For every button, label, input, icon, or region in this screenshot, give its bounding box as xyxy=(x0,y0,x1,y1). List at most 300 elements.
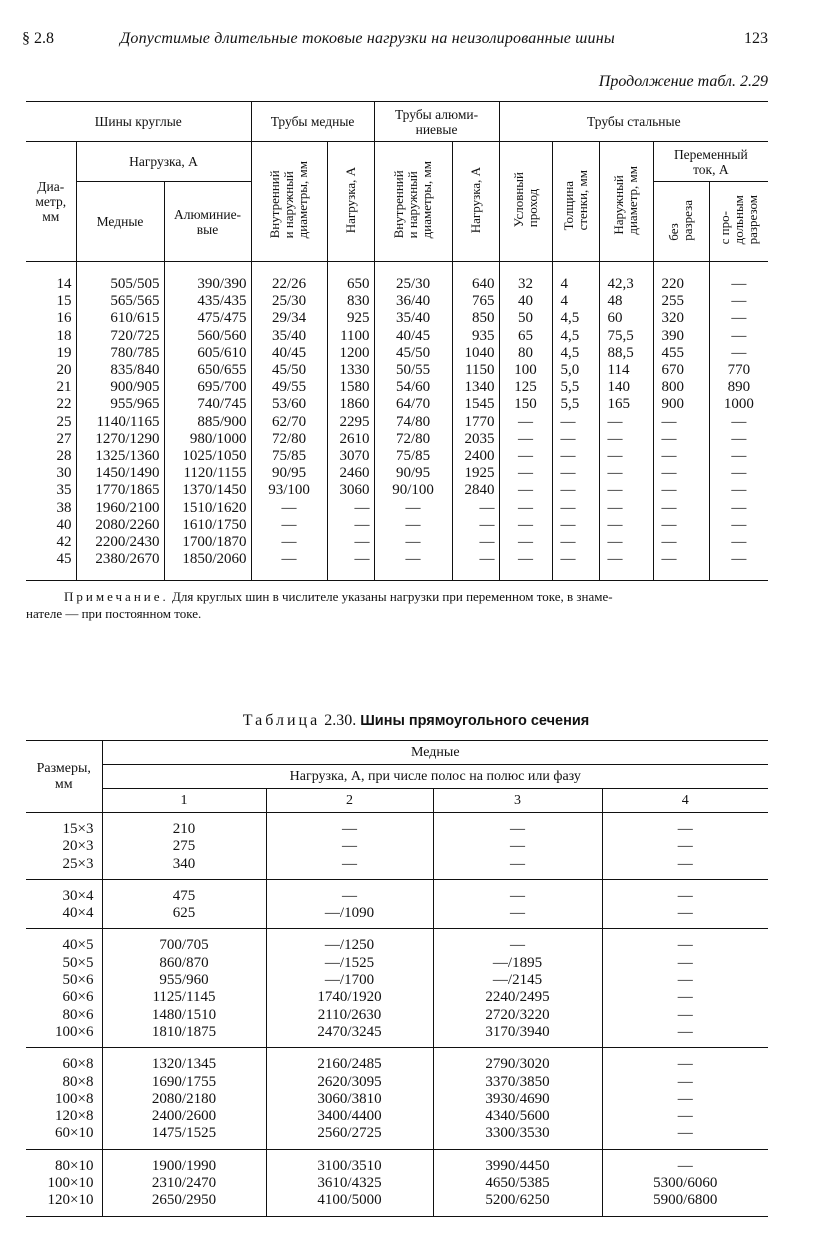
table-cell: 3060 xyxy=(327,482,374,499)
table-2-29-body xyxy=(26,262,768,581)
table-cell: — xyxy=(374,551,452,581)
table-cell: 2560/2725 xyxy=(266,1125,433,1149)
table-cell: 21 xyxy=(26,379,76,396)
table-cell: —/1090 xyxy=(266,905,433,929)
table-row xyxy=(26,1108,768,1125)
table-cell: 3370/3850 xyxy=(433,1074,602,1091)
table-cell: 5,5 xyxy=(552,396,599,413)
table-cell: 275 xyxy=(102,838,266,855)
table-cell: 1000 xyxy=(709,396,768,413)
table-cell: 640 xyxy=(452,262,499,294)
table-cell: — xyxy=(709,448,768,465)
table-cell: — xyxy=(374,534,452,551)
table-cell: 770 xyxy=(709,362,768,379)
table-cell: — xyxy=(709,534,768,551)
table-2-30-body xyxy=(26,813,768,1217)
table-cell: — xyxy=(266,879,433,905)
size-cell: 30×4 xyxy=(26,879,102,905)
table-cell: 2620/3095 xyxy=(266,1074,433,1091)
table-cell: — xyxy=(266,838,433,855)
table-cell: 765 xyxy=(452,293,499,310)
size-cell: 25×3 xyxy=(62,855,94,872)
table-cell: 20 xyxy=(26,362,76,379)
table-cell: 1340 xyxy=(452,379,499,396)
table-cell: — xyxy=(599,414,653,431)
table-cell: 1200 xyxy=(327,345,374,362)
table-cell: — xyxy=(599,448,653,465)
table-cell: 650 xyxy=(327,262,374,294)
table-cell: — xyxy=(452,517,499,534)
table-row xyxy=(26,1024,768,1048)
table-row xyxy=(26,262,768,294)
table-cell: 1475/1525 xyxy=(102,1125,266,1149)
table-cell: —/1700 xyxy=(266,972,433,989)
table-cell: 625 xyxy=(102,905,266,929)
table-cell: 5300/6060 xyxy=(602,1175,768,1192)
table-cell: 925 xyxy=(327,310,374,327)
table-cell: 1545 xyxy=(452,396,499,413)
header-copper-bars: Медные xyxy=(102,741,768,765)
table-cell: — xyxy=(709,465,768,482)
table-cell: 3990/4450 xyxy=(433,1149,602,1175)
table-cell: 114 xyxy=(599,362,653,379)
header-aluminum: Алюминие- вые xyxy=(164,182,251,262)
table-cell: — xyxy=(499,448,552,465)
table-cell: 2240/2495 xyxy=(433,989,602,1006)
header-al-tube-load: Нагрузка, А xyxy=(467,166,483,234)
group-round-bars: Шины круглые xyxy=(26,102,251,142)
table-cell: 3930/4690 xyxy=(433,1091,602,1108)
table-row xyxy=(26,500,768,517)
table-cell: 610/615 xyxy=(76,310,164,327)
table-cell: 1850/2060 xyxy=(164,551,251,581)
note-text-line1: Для круглых шин в числителе указаны нагрузки при переменном токе, в знаме- xyxy=(168,589,613,604)
table-cell: —/1895 xyxy=(433,955,602,972)
table-cell: — xyxy=(602,1091,768,1108)
table-cell: — xyxy=(602,1108,768,1125)
table-cell: — xyxy=(499,517,552,534)
table-row xyxy=(26,362,768,379)
table-cell: 35/40 xyxy=(251,328,327,345)
table-cell: 475/475 xyxy=(164,310,251,327)
table-cell: 125 xyxy=(499,379,552,396)
table-cell: 2110/2630 xyxy=(266,1007,433,1024)
table-cell: 955/960 xyxy=(102,972,266,989)
table-cell: 650/655 xyxy=(164,362,251,379)
table-cell: 48 xyxy=(599,293,653,310)
header-load: Нагрузка, А xyxy=(76,142,251,182)
table-cell: 100 xyxy=(499,362,552,379)
table-cell: 1270/1290 xyxy=(76,431,164,448)
table-cell: 27 xyxy=(26,431,76,448)
table-cell: 2380/2670 xyxy=(76,551,164,581)
table-cell: — xyxy=(599,517,653,534)
table-row xyxy=(26,1125,768,1149)
table-cell: 2080/2260 xyxy=(76,517,164,534)
table-cell: —/2145 xyxy=(433,972,602,989)
table-cell: 900/905 xyxy=(76,379,164,396)
table-cell: 90/100 xyxy=(374,482,452,499)
table-cell: 320 xyxy=(653,310,709,327)
table-row xyxy=(26,905,768,929)
table-row xyxy=(26,431,768,448)
table-cell: — xyxy=(552,414,599,431)
table-row xyxy=(26,482,768,499)
table-cell: 2460 xyxy=(327,465,374,482)
table-row xyxy=(26,838,768,855)
table-cell: — xyxy=(602,1074,768,1091)
table-cell: 22 xyxy=(26,396,76,413)
table-cell: 4340/5600 xyxy=(433,1108,602,1125)
table-cell: 4,5 xyxy=(552,328,599,345)
size-cell: 50×6 xyxy=(62,972,94,989)
table-cell: 1700/1870 xyxy=(164,534,251,551)
table-cell: — xyxy=(552,517,599,534)
header-al-tube-diameters: Внутренний и наружный диаметры, мм xyxy=(391,161,435,239)
table-cell: 1860 xyxy=(327,396,374,413)
table-cell: 2310/2470 xyxy=(102,1175,266,1192)
table-cell: 88,5 xyxy=(599,345,653,362)
table-row xyxy=(26,448,768,465)
table-cell: 700/705 xyxy=(102,929,266,955)
table-row xyxy=(26,1175,768,1192)
header-longitudinal-cut: с про- дольным разрезом xyxy=(716,195,760,245)
table-cell: 75/85 xyxy=(374,448,452,465)
table-row xyxy=(26,1149,768,1175)
table-cell: 1040 xyxy=(452,345,499,362)
table-cell: — xyxy=(602,1125,768,1149)
table-cell: 4,5 xyxy=(552,345,599,362)
table-cell: 2035 xyxy=(452,431,499,448)
table-cell: — xyxy=(599,551,653,581)
size-cell: 15×3 xyxy=(26,813,102,839)
table-cell: — xyxy=(599,534,653,551)
table-cell: 850 xyxy=(452,310,499,327)
table-cell: 165 xyxy=(599,396,653,413)
table-cell: 32 xyxy=(499,262,552,294)
table-cell: 435/435 xyxy=(164,293,251,310)
header-strips-1: 1 xyxy=(102,789,266,813)
table-cell: 4100/5000 xyxy=(266,1192,433,1216)
table-cell: 3300/3530 xyxy=(433,1125,602,1149)
table-row xyxy=(26,396,768,413)
table-cell: — xyxy=(709,262,768,294)
table-row xyxy=(26,813,768,839)
group-steel-tubes: Трубы стальные xyxy=(499,102,768,142)
table-cell: — xyxy=(709,345,768,362)
table-cell: 390/390 xyxy=(164,262,251,294)
table-cell: 255 xyxy=(653,293,709,310)
table-cell: — xyxy=(653,414,709,431)
note-label: Примечание. xyxy=(64,589,169,604)
table-cell: 3070 xyxy=(327,448,374,465)
table-cell: 2470/3245 xyxy=(266,1024,433,1048)
table-cell: 64/70 xyxy=(374,396,452,413)
table-row xyxy=(26,534,768,551)
table-cell: — xyxy=(433,905,602,929)
table-cell: 2295 xyxy=(327,414,374,431)
table-cell: 93/100 xyxy=(251,482,327,499)
table-cell: — xyxy=(602,972,768,989)
table-cell: 35 xyxy=(26,482,76,499)
table-cell: 45/50 xyxy=(374,345,452,362)
table-cell: — xyxy=(602,1007,768,1024)
table-cell: 560/560 xyxy=(164,328,251,345)
table-row xyxy=(26,1091,768,1108)
table-cell: — xyxy=(251,534,327,551)
table-cell: 18 xyxy=(26,328,76,345)
table-cell: 4 xyxy=(552,262,599,294)
table-cell: 1580 xyxy=(327,379,374,396)
table-cell: — xyxy=(499,414,552,431)
table-cell: 1320/1345 xyxy=(102,1048,266,1074)
table-cell: — xyxy=(602,1149,768,1175)
table-cell: 1510/1620 xyxy=(164,500,251,517)
table-cell: 2720/3220 xyxy=(433,1007,602,1024)
table-cell: — xyxy=(653,500,709,517)
table-cell: 4 xyxy=(552,293,599,310)
table-cell: — xyxy=(499,500,552,517)
table-cell: — xyxy=(709,414,768,431)
table-cell: 935 xyxy=(452,328,499,345)
group-copper-tubes: Трубы медные xyxy=(251,102,374,142)
table-cell: 210 xyxy=(102,813,266,839)
caption-title: Шины прямоугольного сечения xyxy=(360,713,590,729)
table-cell: 3170/3940 xyxy=(433,1024,602,1048)
table-cell: 1140/1165 xyxy=(76,414,164,431)
table-cell: 65 xyxy=(499,328,552,345)
table-cell: 22/26 xyxy=(251,262,327,294)
table-cell: 25 xyxy=(26,414,76,431)
table-cell: — xyxy=(552,465,599,482)
table-cell: 38 xyxy=(26,500,76,517)
table-cell: — xyxy=(327,500,374,517)
table-row xyxy=(26,929,768,955)
size-cell: 120×8 xyxy=(55,1108,94,1125)
table-cell: 1900/1990 xyxy=(102,1149,266,1175)
table-cell: 29/34 xyxy=(251,310,327,327)
table-cell: 40/45 xyxy=(374,328,452,345)
table-cell: — xyxy=(602,879,768,905)
table-cell: — xyxy=(653,431,709,448)
table-cell: — xyxy=(599,500,653,517)
table-cell: 5,5 xyxy=(552,379,599,396)
table-cell: 505/505 xyxy=(76,262,164,294)
table-cell: 1325/1360 xyxy=(76,448,164,465)
table-cell: 860/870 xyxy=(102,955,266,972)
table-note xyxy=(64,588,768,605)
header-strips-3: 3 xyxy=(433,789,602,813)
table-cell: 1480/1510 xyxy=(102,1007,266,1024)
header-strips-2: 2 xyxy=(266,789,433,813)
table-row xyxy=(26,310,768,327)
table-cell: 140 xyxy=(599,379,653,396)
table-cell: 50/55 xyxy=(374,362,452,379)
table-cell: — xyxy=(433,879,602,905)
table-cell: — xyxy=(327,517,374,534)
table-cell: 955/965 xyxy=(76,396,164,413)
table-cell: 45 xyxy=(26,551,76,581)
table-cell: — xyxy=(552,534,599,551)
table-row xyxy=(26,517,768,534)
table-cell: 45/50 xyxy=(251,362,327,379)
table-cell: — xyxy=(266,813,433,839)
table-cell: — xyxy=(709,500,768,517)
table-row xyxy=(26,1192,768,1216)
table-cell: 4,5 xyxy=(552,310,599,327)
table-cell: 90/95 xyxy=(251,465,327,482)
table-cell: 72/80 xyxy=(251,431,327,448)
table-cell: 1770/1865 xyxy=(76,482,164,499)
table-cell: — xyxy=(709,517,768,534)
table-cell: — xyxy=(602,813,768,839)
size-cell: 80×10 xyxy=(26,1149,102,1175)
table-cell: 54/60 xyxy=(374,379,452,396)
table-cell: — xyxy=(602,905,768,929)
table-2-30 xyxy=(26,740,768,1217)
table-cell: — xyxy=(602,1024,768,1048)
table-cell: 40 xyxy=(26,517,76,534)
table-cell: 25/30 xyxy=(251,293,327,310)
table-2-30-caption xyxy=(0,712,832,730)
table-continuation-label: Продолжение табл. 2.29 xyxy=(598,73,768,90)
size-cell: 40×5 xyxy=(26,929,102,955)
table-cell: 885/900 xyxy=(164,414,251,431)
table-cell: 1025/1050 xyxy=(164,448,251,465)
table-row xyxy=(26,989,768,1006)
table-cell: — xyxy=(251,517,327,534)
table-cell: 1810/1875 xyxy=(102,1024,266,1048)
table-cell: 835/840 xyxy=(76,362,164,379)
table-cell: — xyxy=(602,989,768,1006)
table-cell: 2200/2430 xyxy=(76,534,164,551)
table-cell: 75,5 xyxy=(599,328,653,345)
table-2-29-continued xyxy=(26,101,768,581)
running-header xyxy=(22,30,768,52)
table-cell: 5,0 xyxy=(552,362,599,379)
header-load-per-strips: Нагрузка, А, при числе полос на полюс или фазу xyxy=(102,765,768,789)
table-cell: 720/725 xyxy=(76,328,164,345)
table-cell: 2400 xyxy=(452,448,499,465)
table-cell: — xyxy=(374,500,452,517)
table-cell: 1770 xyxy=(452,414,499,431)
table-cell: 605/610 xyxy=(164,345,251,362)
table-cell: — xyxy=(552,551,599,581)
size-cell: 80×6 xyxy=(62,1006,94,1023)
table-cell: 75/85 xyxy=(251,448,327,465)
note-text-line2: нателе — при постоянном токе. xyxy=(26,606,202,621)
table-cell: 62/70 xyxy=(251,414,327,431)
table-cell: 890 xyxy=(709,379,768,396)
table-cell: — xyxy=(653,551,709,581)
table-cell: — xyxy=(374,517,452,534)
header-diameter: Диа- метр, мм xyxy=(26,142,76,262)
table-cell: — xyxy=(709,482,768,499)
table-row xyxy=(26,1048,768,1074)
table-cell: 980/1000 xyxy=(164,431,251,448)
table-cell: 2650/2950 xyxy=(102,1192,266,1216)
table-cell: — xyxy=(599,465,653,482)
table-cell: — xyxy=(653,517,709,534)
table-cell: 900 xyxy=(653,396,709,413)
table-cell: 30 xyxy=(26,465,76,482)
table-cell: 340 xyxy=(102,856,266,880)
header-ac-current: Переменный ток, А xyxy=(653,142,768,182)
table-cell: 830 xyxy=(327,293,374,310)
table-cell: — xyxy=(602,929,768,955)
table-cell: 3060/3810 xyxy=(266,1091,433,1108)
table-cell: 390 xyxy=(653,328,709,345)
table-cell: 670 xyxy=(653,362,709,379)
table-cell: 1960/2100 xyxy=(76,500,164,517)
table-cell: 40 xyxy=(499,293,552,310)
table-cell: 1740/1920 xyxy=(266,989,433,1006)
table-cell: 28 xyxy=(26,448,76,465)
table-cell: 49/55 xyxy=(251,379,327,396)
table-cell: 1370/1450 xyxy=(164,482,251,499)
table-cell: — xyxy=(266,856,433,880)
table-cell: — xyxy=(251,500,327,517)
table-cell: — xyxy=(327,534,374,551)
header-cu-tube-diameters: Внутренний и наружный диаметры, мм xyxy=(267,161,311,239)
table-cell: — xyxy=(499,465,552,482)
table-cell: 1450/1490 xyxy=(76,465,164,482)
table-row xyxy=(26,414,768,431)
header-sizes: Размеры, мм xyxy=(26,741,102,813)
table-cell: 1690/1755 xyxy=(102,1074,266,1091)
table-cell: 53/60 xyxy=(251,396,327,413)
table-cell: — xyxy=(552,448,599,465)
table-cell: 35/40 xyxy=(374,310,452,327)
size-cell: 60×8 xyxy=(26,1048,102,1074)
table-cell: 800 xyxy=(653,379,709,396)
table-cell: 695/700 xyxy=(164,379,251,396)
table-cell: — xyxy=(599,482,653,499)
table-cell: — xyxy=(552,500,599,517)
table-cell: — xyxy=(602,1048,768,1074)
table-cell: — xyxy=(452,551,499,581)
table-row xyxy=(26,379,768,396)
table-cell: 3610/4325 xyxy=(266,1175,433,1192)
header-wall-thickness: Толщина стенки, мм xyxy=(560,169,590,231)
size-cell: 100×6 xyxy=(55,1023,94,1040)
caption-label: Таблица xyxy=(242,712,321,729)
table-cell: — xyxy=(653,465,709,482)
table-cell: 90/95 xyxy=(374,465,452,482)
table-cell: 16 xyxy=(26,310,76,327)
table-cell: — xyxy=(602,856,768,880)
table-cell: 60 xyxy=(599,310,653,327)
table-cell: 40/45 xyxy=(251,345,327,362)
table-cell: 220 xyxy=(653,262,709,294)
header-outer-diameter: Наружный диаметр, мм xyxy=(611,165,641,235)
table-cell: 780/785 xyxy=(76,345,164,362)
group-aluminum-tubes: Трубы алюми- ниевые xyxy=(374,102,499,142)
table-cell: 2790/3020 xyxy=(433,1048,602,1074)
page-number: 123 xyxy=(744,30,768,47)
table-row xyxy=(26,465,768,482)
table-cell: 36/40 xyxy=(374,293,452,310)
header-cu-tube-load: Нагрузка, А xyxy=(342,166,358,234)
table-cell: — xyxy=(452,534,499,551)
running-title: Допустимые длительные токовые нагрузки на неизолированные шины xyxy=(120,30,615,47)
table-cell: — xyxy=(709,310,768,327)
table-cell: — xyxy=(552,431,599,448)
table-row xyxy=(26,1074,768,1091)
table-cell: 1120/1155 xyxy=(164,465,251,482)
table-cell: 14 xyxy=(26,262,76,294)
table-cell: 2610 xyxy=(327,431,374,448)
